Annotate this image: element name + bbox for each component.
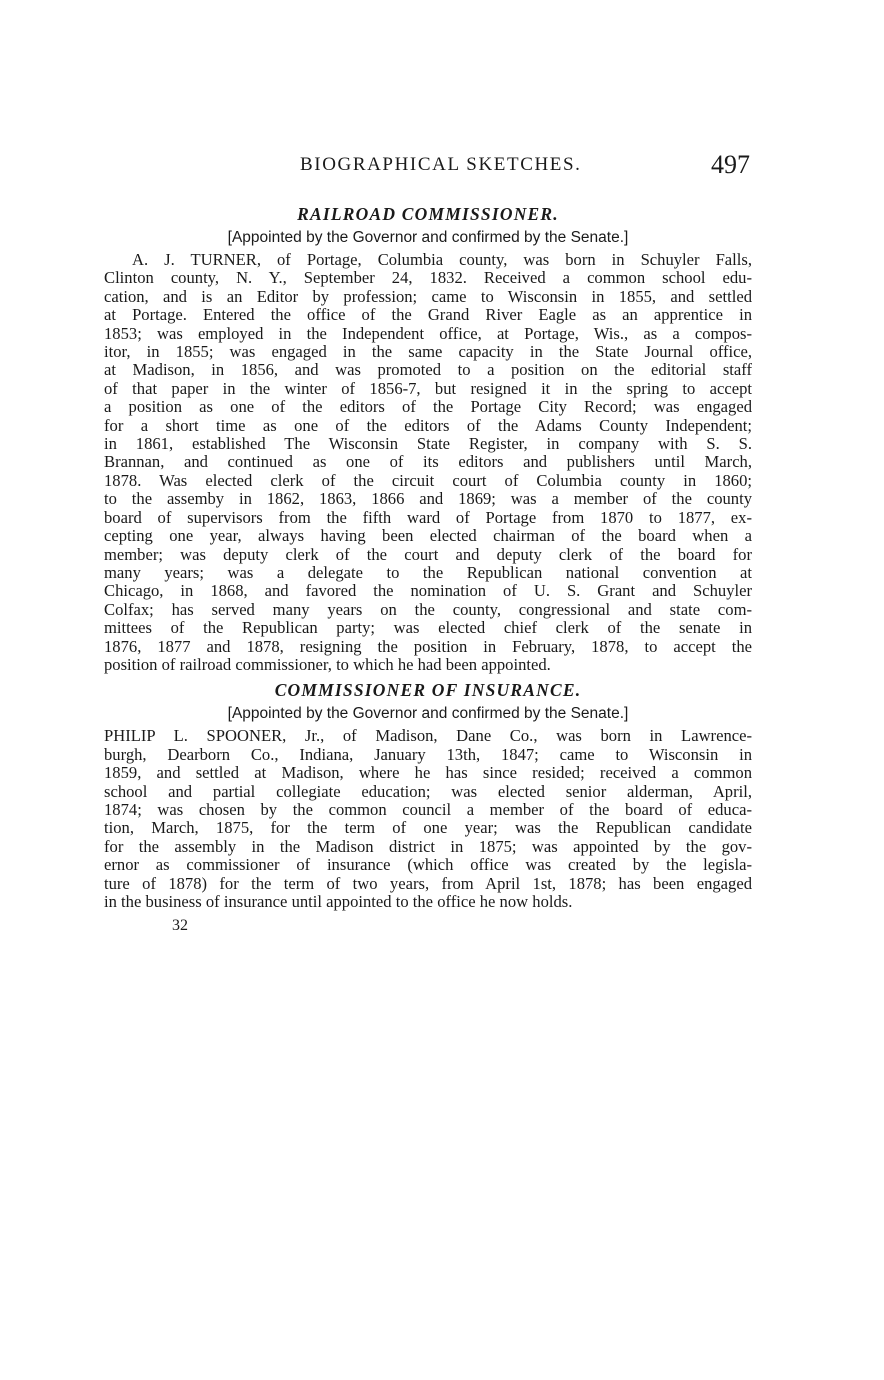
section-railroad-commissioner (104, 204, 752, 674)
text-line: A. J. TURNER, of Portage, Columbia county, was born in Schuyler Falls, (132, 251, 752, 269)
text-line: for a short time as one of the editors of the Adams County Independent; (104, 416, 752, 435)
text-line: PHILIP L. SPOONER, Jr., of Madison, Dane Co., was born in Lawrence- (104, 727, 752, 746)
appointment-note: [Appointed by the Governor and confirmed by the Senate.] (227, 705, 629, 723)
text-line: Chicago, in 1868, and favored the nomination of U. S. Grant and Schuyler (104, 582, 752, 601)
text-line: Colfax; has served many years on the county, congressional and state com- (104, 600, 752, 619)
text-line: 1878. Was elected clerk of the circuit court of Columbia county in 1860; (104, 471, 752, 490)
book-page (104, 148, 752, 935)
text-line: a position as one of the editors of the Portage City Record; was engaged (104, 398, 752, 417)
text-line: many years; was a delegate to the Republican national convention at (104, 563, 752, 582)
text-line: member; was deputy clerk of the court and deputy clerk of the board for (104, 545, 752, 564)
text-line: itor, in 1855; was engaged in the same capacity in the State Journal office, (104, 343, 752, 362)
text-line: 1859, and settled at Madison, where he has since resided; received a common (104, 764, 752, 783)
text-line: in 1861, established The Wisconsin State Register, in company with S. S. (104, 435, 752, 454)
text-line: school and partial collegiate education; was elected senior alderman, April, (104, 782, 752, 801)
text-line: of that paper in the winter of 1856-7, but resigned it in the spring to accept (104, 379, 752, 398)
text-line: ernor as commissioner of insurance (which office was created by the legisla- (104, 856, 752, 875)
text-line: cation, and is an Editor by profession; came to Wisconsin in 1855, and settled (104, 287, 752, 306)
text-line: ture of 1878) for the term of two years, from April 1st, 1878; has been engaged (104, 874, 752, 893)
running-head (104, 148, 752, 188)
biography-paragraph (104, 251, 752, 674)
text-line: to the assemby in 1862, 1863, 1866 and 1869; was a member of the county (104, 490, 752, 509)
text-line: burgh, Dearborn Co., Indiana, January 13th, 1847; came to Wisconsin in (104, 745, 752, 764)
text-line: 1876, 1877 and 1878, resigning the position in February, 1878, to accept the (104, 637, 752, 656)
text-line: tion, March, 1875, for the term of one year; was the Republican candidate (104, 819, 752, 838)
text-line: position of railroad commissioner, to which he had been appointed. (104, 655, 551, 674)
text-line: Brannan, and continued as one of its editors and publishers until March, (104, 453, 752, 472)
text-line: Clinton county, N. Y., September 24, 1832. Received a common school edu- (104, 269, 752, 288)
text-line: for the assembly in the Madison district in 1875; was appointed by the gov- (104, 837, 752, 856)
text-line: cepting one year, always having been elected chairman of the board when a (104, 527, 752, 546)
text-line: board of supervisors from the fifth ward of Portage from 1870 to 1877, ex- (104, 508, 752, 527)
biography-paragraph (104, 727, 752, 911)
signature-mark: 32 (172, 917, 188, 935)
text-line: 1874; was chosen by the common council a member of the board of educa- (104, 800, 752, 819)
section-commissioner-of-insurance (104, 680, 752, 911)
text-line: in the business of insurance until appointed to the office he now holds. (104, 893, 573, 911)
section-heading: COMMISSIONER OF INSURANCE. (274, 680, 582, 701)
appointment-note: [Appointed by the Governor and confirmed by the Senate.] (227, 229, 629, 246)
text-line: at Portage. Entered the office of the Grand River Eagle as an apprentice in (104, 306, 752, 325)
text-line: mittees of the Republican party; was elected chief clerk of the senate in (104, 619, 752, 638)
text-line: 1853; was employed in the Independent office, at Portage, Wis., as a compos- (104, 324, 752, 343)
section-heading: RAILROAD COMMISSIONER. (297, 204, 559, 224)
running-title: BIOGRAPHICAL SKETCHES. (300, 154, 582, 175)
page-number: 497 (711, 150, 750, 179)
text-line: at Madison, in 1856, and was promoted to a position on the editorial staff (104, 361, 752, 380)
